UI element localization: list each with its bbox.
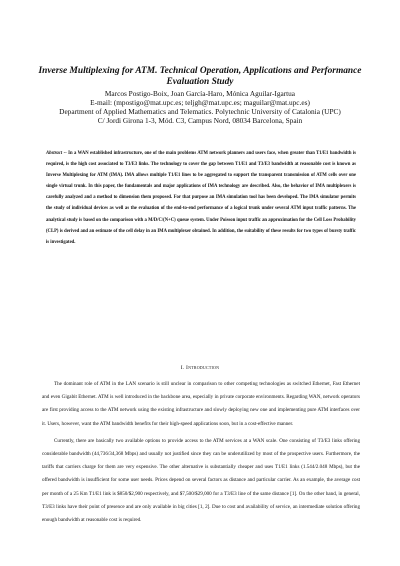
abstract-label: Abstract	[46, 151, 63, 156]
paper-title: Inverse Multiplexing for ATM. Technical Operation, Applications and Performance Evaluation Study	[38, 66, 362, 87]
author-list: Marcos Postigo-Boix, Joan García-Haro, Mónica Aguilar-Igartua	[104, 89, 296, 98]
abstract	[46, 148, 356, 248]
affiliation: Department of Applied Mathematics and Telematics. Polytechnic University of Catalonia (UPC)	[59, 107, 341, 116]
author-emails: E-mail: (mpostigo@mat.upc.es; teljgh@mat.upc.es; maguilar@mat.upc.es)	[90, 98, 310, 107]
body-paragraph: Currently, there are basically two available options to provide access to the ATM services at a WAN scale. One consisting of T3/E3 links offering considerable bandwidth (44,736/34,368 Mbps) and usually not justified since they can be underutilized by most of the prospective users. Furthermore, the tariffs that carriers charge for them are very expensive. The other alternative is substantially cheaper and uses T1/E1 links (1.544/2.048 Mbps), but the offered bandwidth is insufficient for some user needs. Prices depend on several factors as distance and particular carrier. As an example, the average cost per month of a 25 Km T1/E1 link is $850/$2,900 respectively, and $7,500/$29,000 for a T3/E3 line of the same distance [1]. On the other hand, in general, T3/E3 links have their point of presence and are only available in big cities [1, 2]. Due to cost and availability of service, an intermediate solution offering enough bandwidth at reasonable cost is required.	[42, 437, 360, 524]
section-heading-introduction: I. Introduction	[180, 365, 220, 371]
postal-address: C/ Jordi Girona 1-3, Mód. C3, Campus Nord, 08034 Barcelona, Spain	[97, 116, 303, 125]
introduction-body	[42, 378, 360, 531]
body-paragraph: The dominant role of ATM in the LAN scenario is still unclear in comparison to other competing technologies as switched Ethernet, Fast Ethernet and even Gigabit Ethernet. ATM is well introduced in the backbone area, especially in private corporate environments. Regarding WAN, network operators are first providing access to the ATM network using the existing infrastructure and slowly deploying new one and implementing pure ATM interfaces over it. Users, however, want the ATM bandwidth benefits for their high-speed applications soon, but in a cost-effective manner.	[42, 381, 360, 427]
abstract-text: -- In a WAN established infrastructure, one of the main problems ATM network planners and users face, when greater than T1/E1 bandwidth is required, is the high cost associated to T3/E3 links. The technology to cover the gap between T1/E1 and T3/E3 bandwidth at reasonable cost is known as Inverse Multiplexing for ATM (IMA). IMA allows multiple T1/E1 lines to be aggregated to support the transparent transmission of ATM cells over one single virtual trunk. In this paper, the fundamentals and major applications of IMA technology are described. Also, the behavior of IMA multiplexers is carefully analyzed and a method to dimension them proposed. For that purpose an IMA simulation tool has been developed. The IMA simulator permits the study of individual devices as well as the evaluation of the end-to-end performance of a logical trunk under several ATM input traffic patterns. The analytical study is based on the comparison with a M/D/C/(N+C) queue system. Under Poisson input traffic an approximation for the Cell Loss Probability (CLP) is derived and an estimate of the cell delay in an IMA multiplexer obtained. In addition, the suitability of these results for two types of bursty traffic is investigated.	[46, 151, 356, 245]
